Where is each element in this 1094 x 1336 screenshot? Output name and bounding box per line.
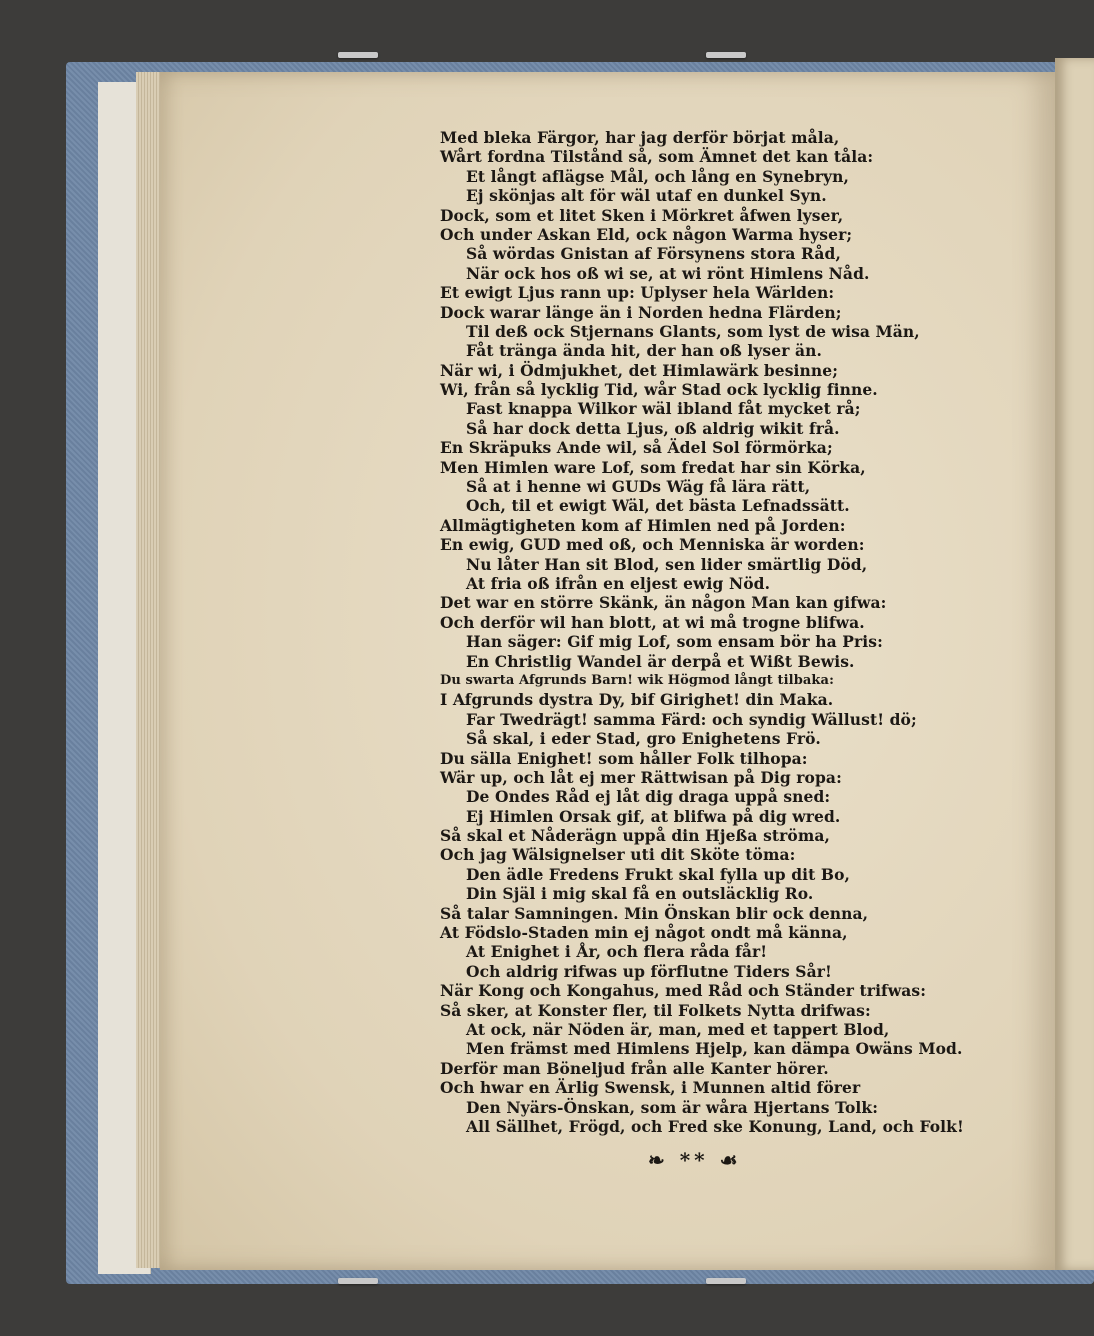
poem-line: När Kong och Kongahus, med Råd och Ständer trifwas:	[440, 981, 927, 1001]
poem-line: Wårt fordna Tilstånd så, som Ämnet det kan tåla:	[440, 147, 874, 167]
poem-line: Fast knappa Wilkor wäl ibland fåt mycket rå;	[466, 399, 861, 419]
poem-line: Och hwar en Ärlig Swensk, i Munnen altid förer	[440, 1078, 861, 1098]
poem-line: Fåt tränga ända hit, der han oß lyser än.	[466, 341, 822, 361]
poem-line: När wi, i Ödmjukhet, det Himlawärk besinne;	[440, 360, 839, 380]
poem-line: At Enighet i År, och flera råda får!	[466, 942, 768, 962]
poem-line: Det war en större Skänk, än någon Man kan gifwa:	[440, 593, 887, 613]
poem-line: Så wördas Gnistan af Försynens stora Råd,	[466, 244, 841, 264]
poem-line: Ej Himlen Orsak gif, at blifwa på dig wred.	[466, 806, 841, 826]
poem-line: Ej skönjas alt för wäl utaf en dunkel Syn.	[466, 186, 827, 206]
poem-line: Så har dock detta Ljus, oß aldrig wikit frå.	[466, 418, 840, 438]
poem-line: At Födslo-Staden min ej något ondt må känna,	[440, 923, 848, 943]
poem-line: Du swarta Afgrunds Barn! wik Högmod långt tilbaka:	[440, 672, 834, 688]
poem-line: Wär up, och låt ej mer Rättwisan på Dig ropa:	[440, 767, 842, 787]
page-clip-bottom-left	[338, 1278, 378, 1284]
poem-line: Et långt aflägse Mål, och lång en Synebryn,	[466, 166, 850, 186]
page-clip-bottom-right	[706, 1278, 746, 1284]
poem-line: Du sälla Enighet! som håller Folk tilhopa:	[440, 748, 808, 768]
poem-line: Och aldrig rifwas up förflutne Tiders Sår!	[466, 961, 832, 981]
poem-line: Och jag Wälsignelser uti dit Sköte töma:	[440, 845, 796, 865]
adjacent-page-edge	[1055, 58, 1094, 1270]
poem-line: Nu låter Han sit Blod, sen lider smärtlig Död,	[466, 554, 868, 574]
poem-line: At ock, när Nöden är, man, med et tappert Blod,	[466, 1019, 890, 1039]
poem-line: Så skal, i eder Stad, gro Enighetens Frö.	[466, 729, 821, 749]
poem-line: All Sällhet, Frögd, och Fred ske Konung, Land, och Folk!	[466, 1116, 964, 1136]
poem-line: De Ondes Råd ej låt dig draga uppå sned:	[466, 787, 831, 807]
poem-line: Och, til et ewigt Wäl, det bästa Lefnadssätt.	[466, 496, 850, 516]
poem-line: En Christlig Wandel är derpå et Wißt Bewis.	[466, 651, 855, 671]
poem-line: Och derför wil han blott, at wi må trogne blifwa.	[440, 612, 865, 632]
poem-line: Så skal et Nåderägn uppå din Hjeßa ströma,	[440, 826, 831, 846]
poem-line: Dock warar länge än i Norden hedna Flärden;	[440, 302, 842, 322]
poem-line: Derför man Böneljud från alle Kanter hörer.	[440, 1058, 829, 1078]
poem-line: Den ädle Fredens Frukt skal fylla up dit Bo,	[466, 864, 851, 884]
poem-line: Så at i henne wi GUDs Wäg få lära rätt,	[466, 477, 811, 497]
page-ornament: ❧ ** ☙	[648, 1148, 742, 1172]
poem-line: Et ewigt Ljus rann up: Uplyser hela Wärlden:	[440, 283, 835, 303]
poem-line: Din Själ i mig skal få en outsläcklig Ro.	[466, 884, 814, 904]
poem-line: Med bleka Färgor, har jag derför börjat måla,	[440, 128, 840, 147]
poem-line: Men främst med Himlens Hjelp, kan dämpa Owäns Mod.	[466, 1039, 963, 1059]
page-clip-top-left	[338, 52, 378, 58]
poem-line: Dock, som et litet Sken i Mörkret åfwen lyser,	[440, 205, 844, 225]
poem-line: Wi, från så lycklig Tid, wår Stad ock lycklig finne.	[440, 380, 878, 400]
poem-line: Men Himlen ware Lof, som fredat har sin Körka,	[440, 457, 866, 477]
poem-line: Allmägtigheten kom af Himlen ned på Jorden:	[440, 515, 846, 535]
poem-line: At fria oß ifrån en eljest ewig Nöd.	[466, 573, 771, 593]
poem-line: En Skräpuks Ande wil, så Ädel Sol förmörka;	[440, 438, 833, 458]
page-clip-top-right	[706, 52, 746, 58]
poem-line: En ewig, GUD med oß, och Menniska är worden:	[440, 535, 865, 555]
poem-line: Til deß ock Stjernans Glants, som lyst de wisa Män,	[466, 321, 920, 341]
poem-line: Och under Askan Eld, ock någon Warma hyser;	[440, 224, 853, 244]
poem-line: Han säger: Gif mig Lof, som ensam bör ha Pris:	[466, 632, 883, 652]
poem-line: Den Nyärs-Önskan, som är wåra Hjertans Tolk:	[466, 1097, 879, 1117]
poem-line: När ock hos oß wi se, at wi rönt Himlens Nåd.	[466, 263, 870, 283]
poem-line: Far Twedrägt! samma Färd: och syndig Wällust! dö;	[466, 709, 917, 729]
poem-text	[440, 128, 980, 1136]
poem-line: I Afgrunds dystra Dy, bif Girighet! din Maka.	[440, 690, 834, 710]
poem-line: Så talar Samningen. Min Önskan blir ock denna,	[440, 903, 869, 923]
poem-line: Så sker, at Konster fler, til Folkets Nytta drifwas:	[440, 1000, 871, 1020]
